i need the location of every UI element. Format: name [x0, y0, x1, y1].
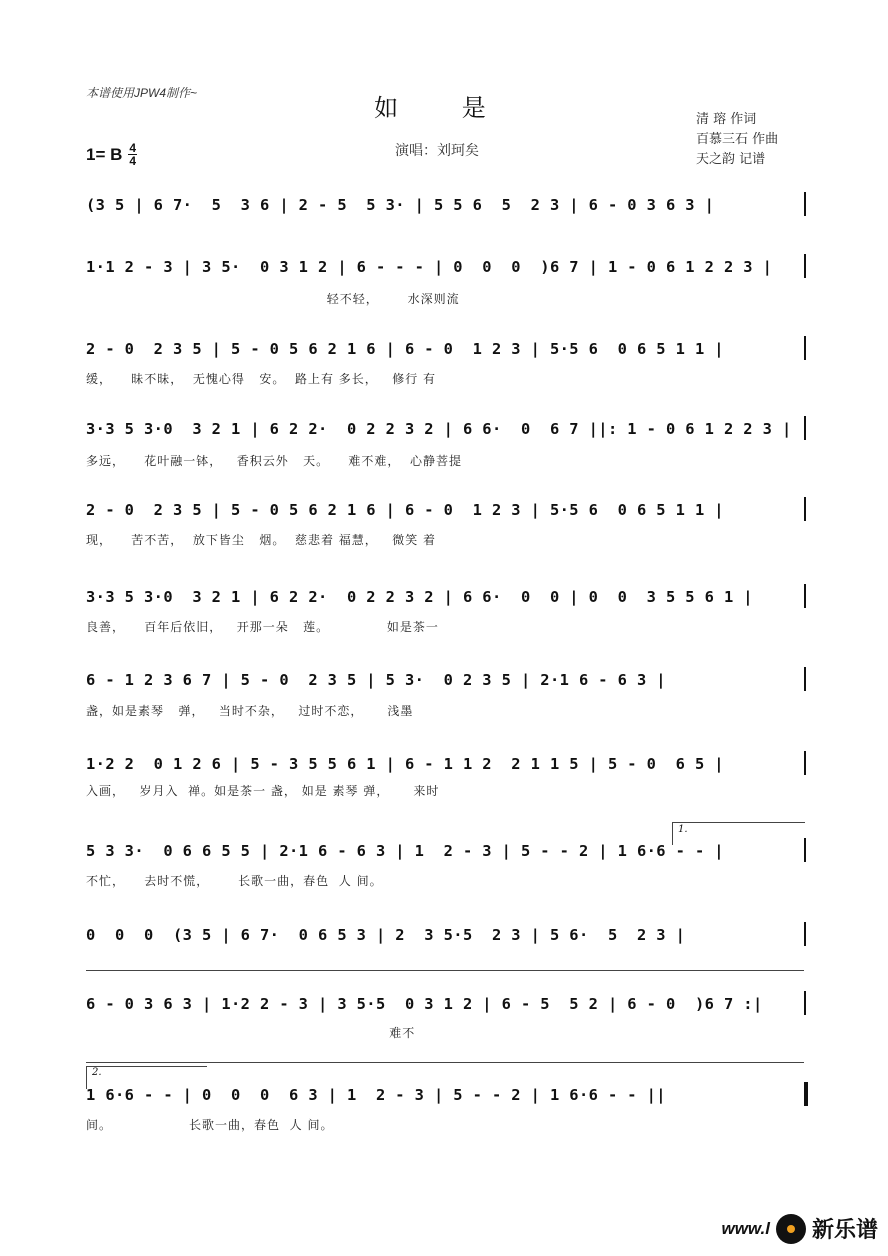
software-note: 本谱使用JPW4制作~: [86, 86, 198, 100]
lyric-row-6: 良善， 百年后依旧， 开那一朵 莲。 如是茶一: [86, 620, 439, 634]
staff-rule: [86, 970, 804, 971]
melody-row-9: 5 3 3· 0 6 6 5 5 | 2·1 6 - 6 3 | 1 2 - 3 | 5 - - 2 | 1 6·6 - - |: [86, 842, 724, 860]
staff-rule: [86, 1062, 804, 1063]
barline: [804, 254, 806, 278]
melody-row-3: 2 - 0 2 3 5 | 5 - 0 5 6 2 1 6 | 6 - 0 1 2 3 | 5·5 6 0 6 5 1 1 |: [86, 340, 724, 358]
lyricist-credit: 清 瑢 作词: [696, 112, 757, 127]
singer-credit: 演唱：刘珂矣: [395, 143, 479, 159]
lyric-row-9: 不忙， 去时不慌， 长歌一曲，春色 人 间。: [86, 874, 383, 888]
time-top: 4: [129, 141, 137, 155]
barline: [804, 584, 806, 608]
composer-credit: 百慕三石 作曲: [696, 132, 779, 147]
barline: [804, 416, 806, 440]
lyric-row-8: 入画， 岁月入 禅。如是茶一 盏， 如是 素琴 弹， 来时: [86, 784, 440, 798]
melody-row-2: 1·1 2 - 3 | 3 5· 0 3 1 2 | 6 - - - | 0 0 0 )6 7 | 1 - 0 6 1 2 2 3 |: [86, 258, 773, 276]
barline: [804, 192, 806, 216]
record-icon: [776, 1214, 806, 1244]
transcriber-credit: 天之韵 记谱: [696, 152, 766, 167]
barline: [804, 991, 806, 1015]
lyric-row-7: 盏，如是素琴 弹， 当时不杂， 过时不恋， 浅墨: [86, 704, 414, 718]
barline: [804, 497, 806, 521]
melody-row-5: 2 - 0 2 3 5 | 5 - 0 5 6 2 1 6 | 6 - 0 1 2 3 | 5·5 6 0 6 5 1 1 |: [86, 501, 724, 519]
melody-row-1: (3 5 | 6 7· 5 3 6 | 2 - 5 5 3· | 5 5 6 5 2 3 | 6 - 0 3 6 3 |: [86, 196, 715, 214]
lyric-row-12: 间。 长歌一曲，春色 人 间。: [86, 1118, 334, 1132]
key-signature: [86, 142, 137, 167]
lyric-row-2: 轻不轻， 水深则流: [86, 292, 460, 306]
key-label: 1= B: [86, 144, 123, 164]
site-url[interactable]: www.l: [721, 1218, 770, 1238]
second-ending-label: 2.: [92, 1067, 102, 1078]
credits: [696, 110, 778, 170]
melody-row-12: 1 6·6 - - | 0 0 0 6 3 | 1 2 - 3 | 5 - - 2 | 1 6·6 - - ||: [86, 1086, 666, 1104]
final-barline: [804, 1082, 808, 1106]
brand-name: 新乐谱: [811, 1218, 878, 1243]
lyric-row-4: 多远， 花叶融一钵， 香积云外 天。 难不难， 心静菩提: [86, 454, 463, 468]
melody-row-8: 1·2 2 0 1 2 6 | 5 - 3 5 5 6 1 | 6 - 1 1 2 2 1 1 5 | 5 - 0 6 5 |: [86, 755, 724, 773]
time-signature: [128, 142, 137, 167]
lyric-row-5: 现， 苦不苦， 放下皆尘 烟。 慈悲着 福慧， 微笑 着: [86, 533, 437, 547]
barline: [804, 751, 806, 775]
lyric-row-3: 缓， 昧不昧， 无愧心得 安。 路上有 多长， 修行 有: [86, 372, 437, 386]
first-ending-label: 1.: [678, 824, 688, 835]
barline: [804, 667, 806, 691]
lyric-row-11: 难不: [86, 1026, 416, 1040]
melody-row-4: 3·3 5 3·0 3 2 1 | 6 2 2· 0 2 2 3 2 | 6 6· 0 6 7 ||: 1 - 0 6 1 2 2 3 |: [86, 420, 792, 438]
time-bottom: 4: [129, 154, 137, 168]
barline: [804, 922, 806, 946]
melody-row-11: 6 - 0 3 6 3 | 1·2 2 - 3 | 3 5·5 0 3 1 2 | 6 - 5 5 2 | 6 - 0 )6 7 :|: [86, 995, 763, 1013]
site-logo[interactable]: [721, 1213, 878, 1244]
song-title: 如 是: [374, 94, 514, 122]
barline: [804, 336, 806, 360]
barline: [804, 838, 806, 862]
melody-row-6: 3·3 5 3·0 3 2 1 | 6 2 2· 0 2 2 3 2 | 6 6· 0 0 | 0 0 3 5 5 6 1 |: [86, 588, 753, 606]
melody-row-7: 6 - 1 2 3 6 7 | 5 - 0 2 3 5 | 5 3· 0 2 3 5 | 2·1 6 - 6 3 |: [86, 671, 666, 689]
melody-row-10: 0 0 0 (3 5 | 6 7· 0 6 5 3 | 2 3 5·5 2 3 | 5 6· 5 2 3 |: [86, 926, 686, 944]
